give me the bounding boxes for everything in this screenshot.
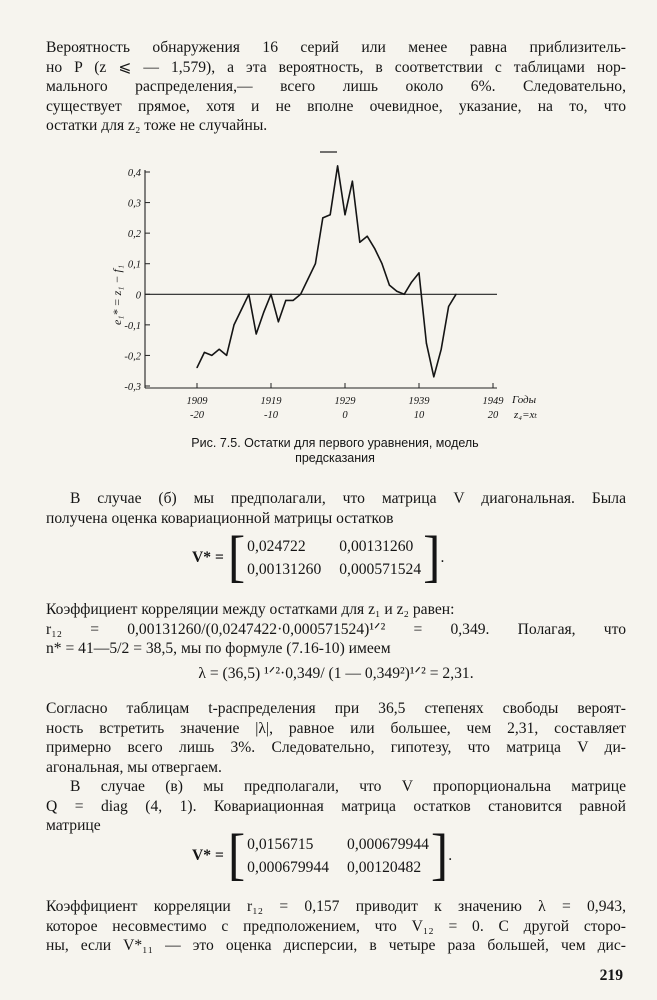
data-point (226, 355, 227, 356)
right-bracket: ] (423, 526, 441, 589)
data-point (367, 236, 368, 237)
x-tick-label-index: -10 (264, 410, 278, 421)
y-tick-label: 0,4 (127, 168, 141, 179)
data-point (315, 263, 316, 264)
figure-caption (155, 436, 515, 466)
data-point (404, 294, 405, 295)
page-number: 219 (599, 967, 623, 984)
text-line: примерно всего лишь 3%. Следовательно, гипотезу, что матрица V ди- (46, 739, 626, 756)
data-point (359, 242, 360, 243)
text-line: В случае (в) мы предполагали, что V пропорциональна матрице (70, 778, 626, 795)
matrix-cell: 0,00131260 (339, 537, 414, 555)
data-point (322, 217, 323, 218)
data-point (337, 165, 338, 166)
text-line: Вероятность обнаружения 16 серий или менее равна приблизитель- (46, 39, 626, 56)
data-point (448, 306, 449, 307)
x-tick-label-index: 10 (413, 410, 425, 421)
data-point (330, 214, 331, 215)
matrix-cell: 0,000679944 (247, 859, 330, 876)
text-line: матрице (46, 817, 101, 834)
text-line: ность встретить значение |λ|, равное или большее, чем 2,31, составляет (46, 719, 626, 737)
data-point (233, 324, 234, 325)
text-line: Согласно таблицам t-распределения при 36,5 степенях свободы вероят- (46, 700, 626, 717)
y-axis-label: e₁* = z₁ − f₁ (110, 264, 124, 326)
matrix-cell: 0,00120482 (347, 859, 422, 876)
data-point (256, 333, 257, 334)
data-point (285, 300, 286, 301)
y-tick-label: -0,2 (124, 351, 141, 363)
text-line: ны, если V*₁₁ — это оценка дисперсии, в четыре раза большей, чем дис- (46, 937, 626, 954)
x-axis-label-index: z₄=xₜ (514, 409, 538, 421)
residuals-chart (105, 150, 565, 430)
matrix-tail: . (440, 549, 445, 567)
data-point (241, 309, 242, 310)
data-point (204, 352, 205, 353)
paragraph-1 (46, 38, 626, 136)
data-point (389, 285, 390, 286)
left-bracket: [ (227, 824, 246, 887)
text-line: n* = 41—5/2 = 38,5, мы по формуле (7.16-10) имеем (46, 640, 391, 657)
equation-lambda: λ = (36,5) ¹ᐟ²·0,349/ (1 — 0,349²)¹ᐟ² = 2,31. (198, 665, 474, 682)
paragraph-5 (46, 777, 626, 836)
data-point (196, 367, 197, 368)
text-line: остатки для z₂ тоже не случайны. (46, 117, 268, 134)
data-point (426, 343, 427, 344)
y-tick-label: 0,1 (127, 259, 141, 271)
y-tick-label: 0,3 (127, 198, 141, 210)
data-point (263, 312, 264, 313)
data-point (381, 263, 382, 264)
data-point (352, 181, 353, 182)
data-point (300, 294, 301, 295)
data-point (219, 349, 220, 350)
paragraph-3 (46, 600, 626, 659)
data-point (455, 294, 456, 295)
text-line: которое несовместимо с предположением, что V₁₂ = 0. С другой сторо- (46, 917, 626, 935)
covariance-matrix-1 (192, 526, 445, 589)
data-point (374, 248, 375, 249)
x-tick-label-year: 1939 (408, 396, 430, 407)
residual-series-line (197, 166, 456, 377)
paragraph-2 (46, 489, 626, 528)
data-point (441, 349, 442, 350)
text-line: получена оценка ковариационной матрицы остатков (46, 509, 394, 527)
paragraph-6 (46, 897, 626, 956)
data-point (344, 214, 345, 215)
text-line: агональная, мы отвергаем. (46, 758, 222, 776)
right-bracket: ] (430, 824, 449, 887)
text-line: Q = diag (4, 1). Ковариационная матрица остатков становится равной (46, 797, 626, 815)
data-point (307, 278, 308, 279)
matrix-cell: 0,0156715 (247, 835, 314, 853)
caption-line: Рис. 7.5. Остатки для первого уравнения, модель (191, 436, 479, 450)
x-axis-label-years: Годы (512, 394, 537, 406)
paragraph-4 (46, 699, 626, 777)
y-tick-label: -0,3 (124, 382, 141, 393)
y-tick-label: -0,1 (124, 320, 141, 332)
text-line: Коэффициент корреляции между остатками для z₁ и z₂ равен: (46, 601, 455, 618)
text-line: но P (z ⩽ — 1,579), а эта вероятность, в соответствии с таблицами нор- (46, 58, 626, 76)
matrix-label: V* = (192, 549, 224, 567)
left-bracket: [ (227, 526, 246, 589)
text-line: Коэффициент корреляции r₁₂ = 0,157 приводит к значению λ = 0,943, (46, 898, 626, 915)
data-point (293, 300, 294, 301)
x-tick-label-index: 0 (342, 410, 348, 421)
x-tick-label-index: -20 (190, 410, 204, 421)
data-point (278, 321, 279, 322)
covariance-matrix-2 (192, 824, 453, 887)
text-line: существует прямое, хотя и не вполне очевидное, указание, на то, что (46, 97, 626, 115)
text-line: r₁₂ = 0,00131260/(0,0247422·0,000571524)¹ᐟ² = 0,349. Полагая, что (46, 620, 626, 638)
x-tick-label-year: 1949 (482, 396, 504, 407)
y-tick-label: 0,2 (127, 229, 141, 241)
matrix-cell: 0,000571524 (339, 561, 422, 578)
data-point (411, 281, 412, 282)
data-point (270, 294, 271, 295)
data-point (211, 355, 212, 356)
x-tick-label-index: 20 (487, 410, 499, 421)
data-point (418, 272, 419, 273)
caption-line: предсказания (295, 451, 375, 465)
matrix-label: V* = (192, 847, 224, 865)
matrix-cell: 0,024722 (247, 537, 306, 555)
data-point (433, 376, 434, 377)
matrix-cell: 0,00131260 (247, 561, 322, 578)
text-line: мального распределения,— всего лишь около 6%. Следовательно, (46, 78, 626, 95)
x-tick-label-year: 1929 (334, 396, 356, 407)
y-tick-label: 0 (135, 290, 141, 302)
text-line: В случае (б) мы предполагали, что матрица V диагональная. Была (70, 490, 626, 507)
matrix-cell: 0,000679944 (347, 835, 429, 853)
x-tick-label-year: 1909 (186, 396, 208, 407)
data-point (248, 294, 249, 295)
data-point (396, 291, 397, 292)
matrix-tail: . (448, 847, 453, 865)
x-tick-label-year: 1919 (260, 396, 282, 407)
